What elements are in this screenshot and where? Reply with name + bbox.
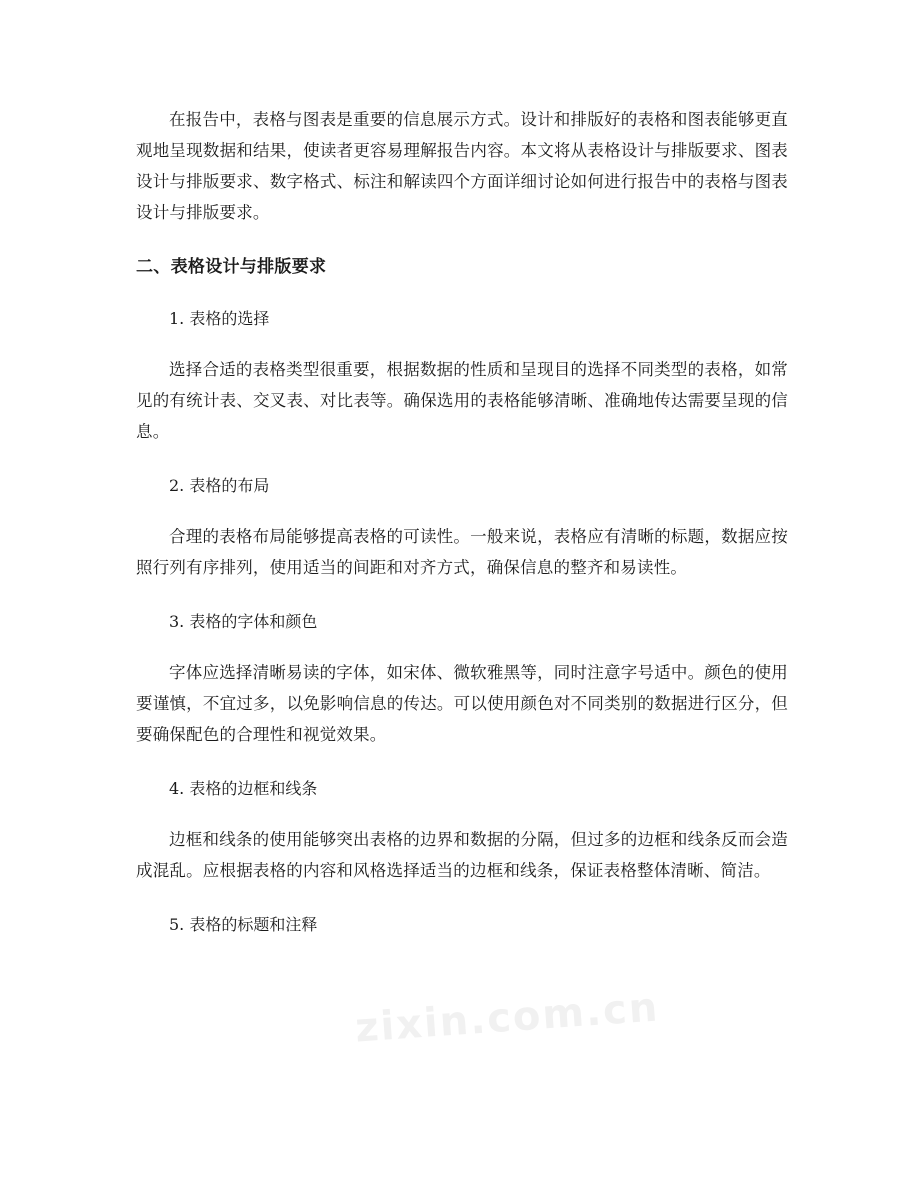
watermark: zixin.com.cn [353, 984, 661, 1052]
item-2-title: 2. 表格的布局 [169, 476, 270, 495]
item-2-body: 合理的表格布局能够提高表格的可读性。一般来说，表格应有清晰的标题，数据应按照行列有序排列，使用适当的间距和对齐方式，确保信息的整齐和易读性。 [136, 527, 788, 577]
document-content [136, 104, 788, 960]
item-3-title: 3. 表格的字体和颜色 [169, 612, 318, 631]
item-4-title: 4. 表格的边框和线条 [169, 779, 318, 798]
item-3-body: 字体应选择清晰易读的字体，如宋体、微软雅黑等，同时注意字号适中。颜色的使用要谨慎，不宜过多，以免影响信息的传达。可以使用颜色对不同类别的数据进行区分，但要确保配色的合理性和视觉效果。 [136, 663, 788, 744]
item-1-body: 选择合适的表格类型很重要，根据数据的性质和呈现目的选择不同类型的表格，如常见的有统计表、交叉表、对比表等。确保选用的表格能够清晰、准确地传达需要呈现的信息。 [136, 360, 788, 441]
intro-paragraph: 在报告中，表格与图表是重要的信息展示方式。设计和排版好的表格和图表能够更直观地呈现数据和结果，使读者更容易理解报告内容。本文将从表格设计与排版要求、图表设计与排版要求、数字格式、标注和解读四个方面详细讨论如何进行报告中的表格与图表设计与排版要求。 [136, 110, 788, 222]
item-1-title: 1. 表格的选择 [169, 309, 270, 328]
item-4-body: 边框和线条的使用能够突出表格的边界和数据的分隔，但过多的边框和线条反而会造成混乱。应根据表格的内容和风格选择适当的边框和线条，保证表格整体清晰、简洁。 [136, 830, 788, 880]
section-heading: 二、表格设计与排版要求 [136, 257, 327, 277]
item-5-title: 5. 表格的标题和注释 [169, 915, 318, 934]
